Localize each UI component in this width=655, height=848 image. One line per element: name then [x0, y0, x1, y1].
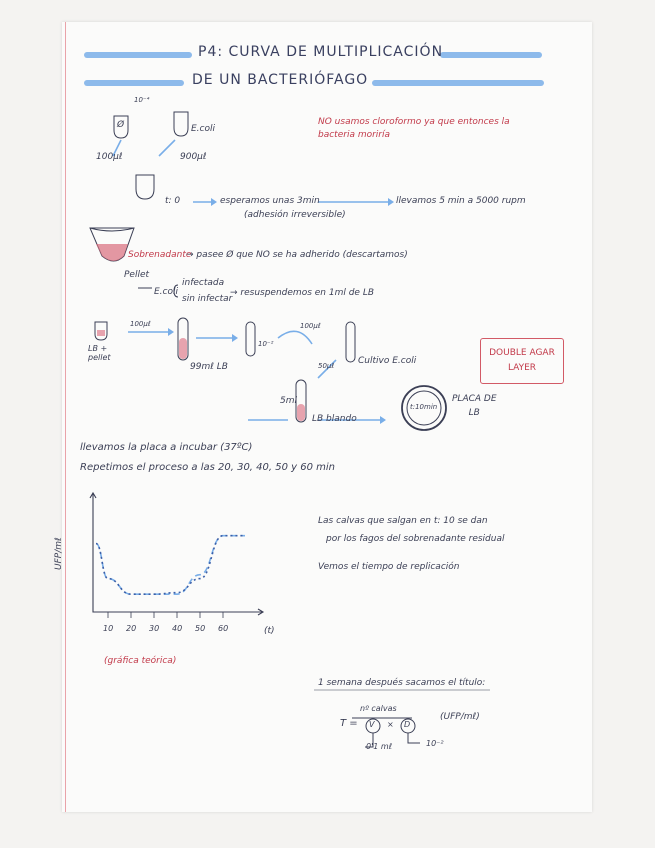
incubate-text: llevamos la placa a incubar (37ºC) — [80, 442, 253, 453]
graph-ylabel: UFP/mℓ — [54, 537, 64, 570]
t0-label: t: 0 — [165, 196, 181, 206]
chloroform-note: NO usamos cloroformo ya que entonces la bacteria moriría — [318, 117, 510, 140]
mix-tube-icon — [136, 175, 154, 199]
plaques-note: Las calvas que salgan en t: 10 se dan — [318, 516, 488, 526]
lb-pellet-label: LB + pellet — [88, 344, 111, 362]
plaques-note-2: por los fagos del sobrenadante residual — [326, 534, 505, 544]
tick-label: 20 — [126, 624, 137, 633]
lb99-label: 99mℓ LB — [190, 362, 228, 372]
graph-caption: (gráfica teórica) — [104, 656, 177, 666]
double-agar-line1: DOUBLE AGAR — [489, 348, 555, 358]
culture-tube-icon — [346, 322, 355, 362]
centrifuge-text: llevamos 5 min a 5000 rupm — [396, 196, 526, 206]
arrow-curve — [278, 331, 312, 344]
tick-label: 60 — [218, 624, 229, 633]
ecoli-label: E.coli — [191, 124, 216, 134]
vol-100b-label: 100µℓ — [300, 322, 321, 330]
infected-label: infectada — [182, 278, 225, 288]
series-line-2 — [96, 536, 245, 595]
dil-tube-icon — [246, 322, 255, 356]
dil-label: 10⁻² — [258, 340, 274, 348]
softlb-fill — [297, 404, 305, 421]
wait-text: esperamos unas 3min — [220, 196, 320, 206]
supernatant-label: Sobrenadante — [128, 250, 192, 260]
formula-T: T = — [340, 718, 358, 729]
ecoli-pellet: E.coli — [154, 287, 179, 297]
lb99-fill — [179, 338, 187, 359]
tick-label: 30 — [149, 624, 160, 633]
formula-D: D — [404, 720, 411, 729]
vol-ecoli: 900µℓ — [180, 152, 207, 162]
graph-ticks — [108, 612, 223, 618]
double-agar-line2: LAYER — [507, 363, 537, 373]
pellet-small-fill — [97, 330, 105, 336]
graph-series — [96, 536, 245, 595]
ecoli-tube-icon — [174, 112, 188, 136]
vol-phage: 100µℓ — [96, 152, 123, 162]
formula-V: V — [369, 720, 375, 729]
pellet-label: Pellet — [124, 270, 150, 280]
formula-numerator: nº calvas — [360, 704, 397, 713]
week-note: 1 semana después sacamos el título: — [318, 678, 486, 688]
formula-times: × — [387, 720, 394, 729]
vol-100-label: 100µℓ — [130, 320, 151, 328]
uninfected-label: sin infectar — [182, 294, 233, 304]
graph-axes — [90, 493, 263, 615]
resuspend-text: → resuspendemos en 1ml de LB — [230, 288, 375, 298]
adhesion-text: (adhesión irreversible) — [244, 210, 346, 220]
plate-label: PLACA DE LB — [452, 394, 497, 418]
softlb-vol-label: 5ml — [280, 396, 297, 406]
formula-units: (UFP/mℓ) — [440, 712, 480, 722]
repeat-text: Repetimos el proceso a las 20, 30, 40, 50 y 60 min — [80, 462, 335, 473]
pellet-fill — [96, 244, 128, 261]
phage-dilution-label: 10⁻⁴ — [134, 96, 150, 104]
softlb-label: LB blando — [312, 414, 357, 424]
vol-50-label: 50µℓ — [318, 362, 335, 370]
tick-label: 40 — [172, 624, 183, 633]
v-value: 0'1 mℓ — [366, 742, 393, 751]
tick-label: 50 — [195, 624, 206, 633]
double-agar-box — [480, 338, 564, 384]
replication-note: Vemos el tiempo de replicación — [318, 562, 460, 572]
arrow-ecoli — [159, 140, 175, 156]
phage-symbol: Ø — [117, 120, 125, 130]
page-subtitle: DE UN BACTERIÓFAGO — [192, 72, 369, 88]
supernatant-note: → pasee Ø que NO se ha adherido (descartamos) — [186, 250, 408, 260]
d-value: 10⁻² — [426, 739, 444, 748]
culture-label: Cultivo E.coli — [358, 356, 417, 366]
graph-xlabel: (t) — [264, 626, 275, 636]
tick-label: 10 — [103, 624, 114, 633]
plate-time: t:10min — [410, 403, 438, 411]
page-title: P4: CURVA DE MULTIPLICACIÓN — [198, 44, 444, 60]
